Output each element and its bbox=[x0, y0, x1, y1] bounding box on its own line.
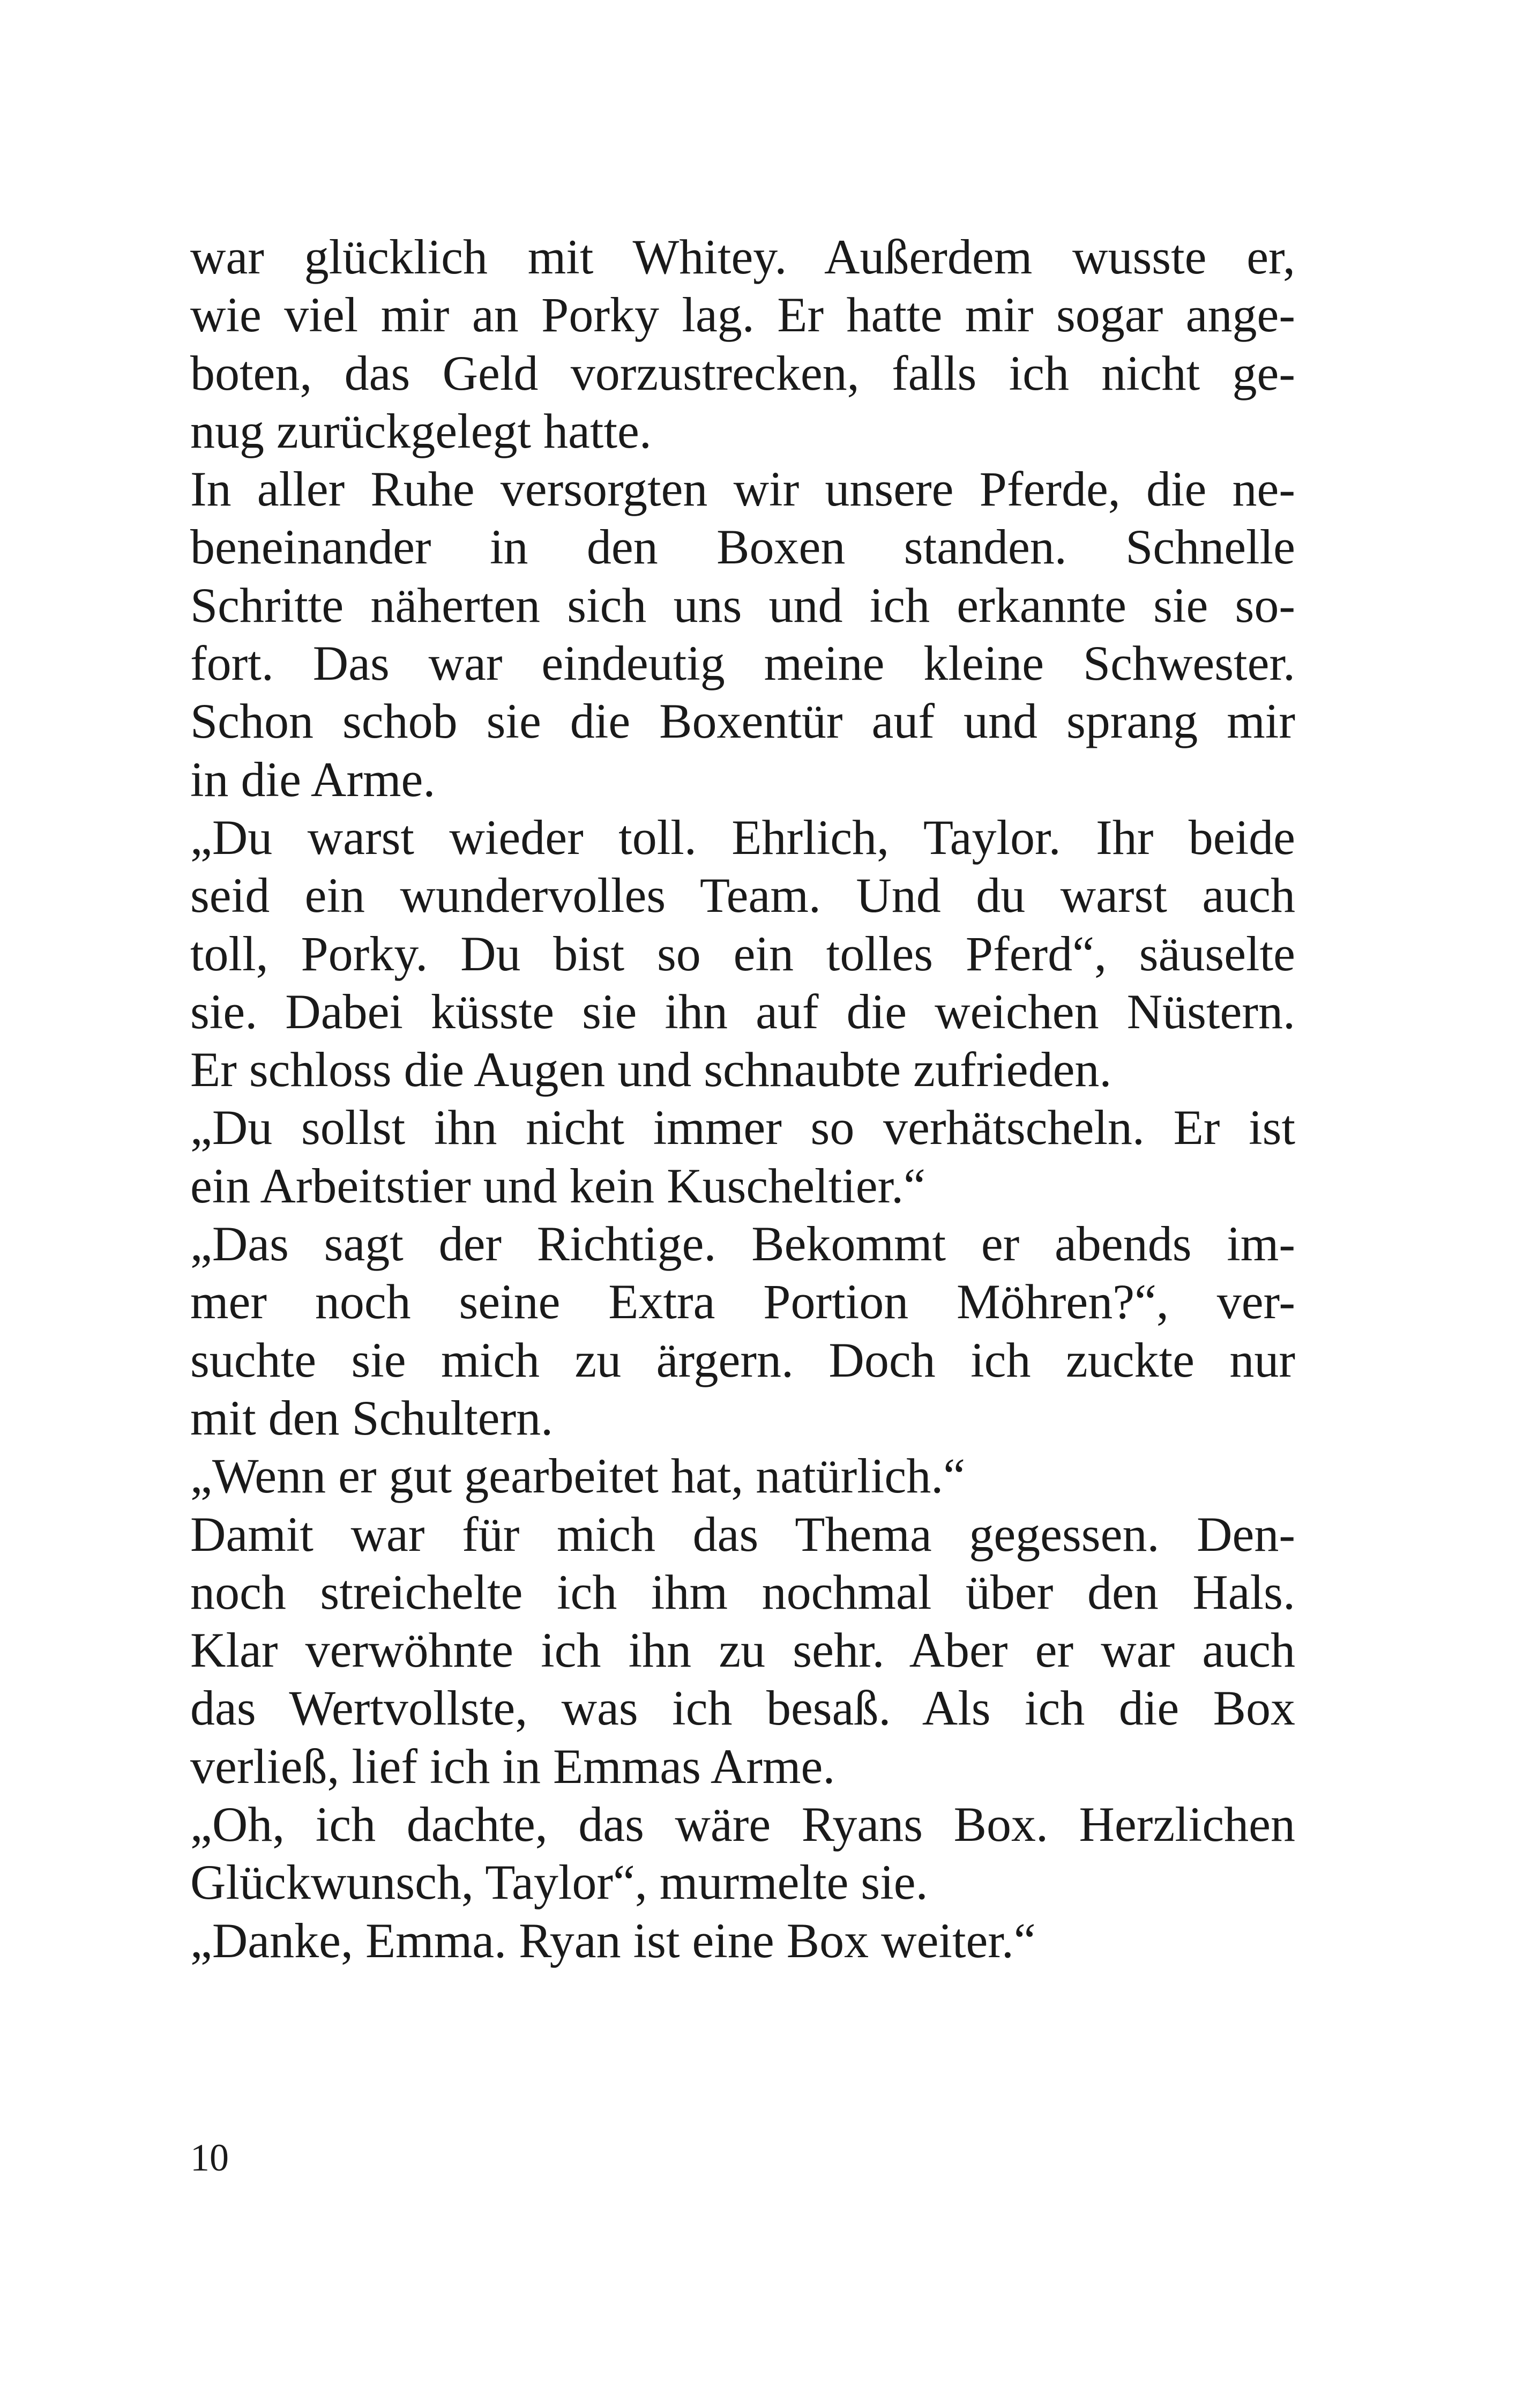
page-number: 10 bbox=[190, 2136, 229, 2179]
text-line: mer noch seine Extra Portion Möhren?“, ver- bbox=[190, 1274, 1295, 1329]
paragraph bbox=[190, 1215, 1295, 1447]
text-line: seid ein wundervolles Team. Und du warst auch bbox=[190, 868, 1295, 923]
text-line: „Wenn er gut gearbeitet hat, natürlich.“ bbox=[190, 1448, 966, 1504]
text-line: ein Arbeitstier und kein Kuscheltier.“ bbox=[190, 1158, 925, 1213]
paragraph bbox=[190, 1447, 1295, 1505]
text-line: boten, das Geld vorzustrecken, falls ich nicht ge- bbox=[190, 345, 1295, 400]
text-line: „Das sagt der Richtige. Bekommt er abends im- bbox=[190, 1216, 1295, 1272]
text-line: war glücklich mit Whitey. Außerdem wusste er, bbox=[190, 229, 1295, 284]
text-line: in die Arme. bbox=[190, 752, 436, 807]
paragraph bbox=[190, 1505, 1295, 1795]
text-line: mit den Schultern. bbox=[190, 1390, 554, 1445]
text-line: wie viel mir an Porky lag. Er hatte mir sogar ange- bbox=[190, 287, 1295, 343]
text-line: Schritte näherten sich uns und ich erkannte sie so- bbox=[190, 577, 1295, 633]
text-line: In aller Ruhe versorgten wir unsere Pferde, die ne- bbox=[190, 462, 1295, 517]
text-line: sie. Dabei küsste sie ihn auf die weichen Nüstern. bbox=[190, 984, 1295, 1039]
text-line: fort. Das war eindeutig meine kleine Schwester. bbox=[190, 636, 1295, 691]
text-line: suchte sie mich zu ärgern. Doch ich zuckte nur bbox=[190, 1332, 1295, 1387]
text-line: Er schloss die Augen und schnaubte zufrieden. bbox=[190, 1042, 1112, 1097]
text-line: Schon schob sie die Boxentür auf und sprang mir bbox=[190, 694, 1295, 749]
text-line: „Du sollst ihn nicht immer so verhätscheln. Er ist bbox=[190, 1100, 1295, 1155]
text-line: Klar verwöhnte ich ihn zu sehr. Aber er war auch bbox=[190, 1623, 1295, 1678]
text-line: nug zurückgelegt hatte. bbox=[190, 403, 652, 458]
text-line: Glückwunsch, Taylor“, murmelte sie. bbox=[190, 1855, 928, 1910]
body-text bbox=[190, 228, 1295, 1969]
text-line: beneinander in den Boxen standen. Schnelle bbox=[190, 519, 1295, 575]
paragraph bbox=[190, 1912, 1295, 1969]
paragraph bbox=[190, 1098, 1295, 1215]
text-line: Damit war für mich das Thema gegessen. Den- bbox=[190, 1506, 1295, 1562]
text-line: „Oh, ich dachte, das wäre Ryans Box. Herzlichen bbox=[190, 1797, 1295, 1852]
text-line: toll, Porky. Du bist so ein tolles Pferd“, säuselte bbox=[190, 926, 1295, 981]
text-line: noch streichelte ich ihm nochmal über den Hals. bbox=[190, 1564, 1295, 1619]
paragraph bbox=[190, 808, 1295, 1098]
paragraph bbox=[190, 460, 1295, 808]
text-line: verließ, lief ich in Emmas Arme. bbox=[190, 1738, 835, 1794]
text-line: das Wertvollste, was ich besaß. Als ich die Box bbox=[190, 1681, 1295, 1736]
text-line: „Danke, Emma. Ryan ist eine Box weiter.“ bbox=[190, 1913, 1036, 1968]
paragraph bbox=[190, 228, 1295, 460]
text-line: „Du warst wieder toll. Ehrlich, Taylor. Ihr beide bbox=[190, 809, 1295, 865]
paragraph bbox=[190, 1795, 1295, 1912]
